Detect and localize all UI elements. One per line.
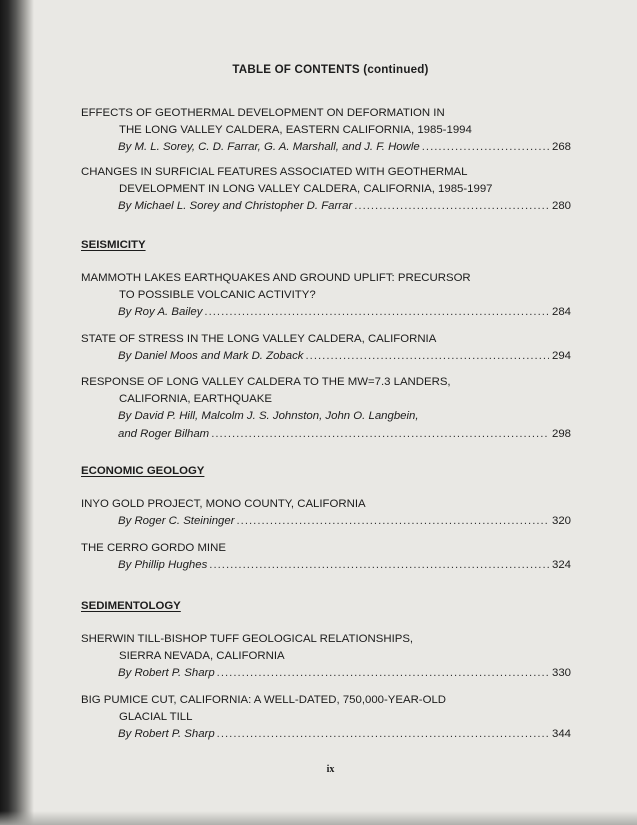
entry-byline — [81, 198, 571, 215]
page-edge-shadow — [0, 811, 637, 825]
entry-title-line: THE LONG VALLEY CALDERA, EASTERN CALIFORNIA, 1985-1994 — [119, 124, 472, 137]
entry-authors: By Roger C. Steininger — [118, 515, 235, 528]
entry-title-line: STATE OF STRESS IN THE LONG VALLEY CALDERA, CALIFORNIA — [81, 333, 437, 345]
dot-leader — [306, 348, 549, 365]
entry-title-line: SHERWIN TILL-BISHOP TUFF GEOLOGICAL RELATIONSHIPS, — [81, 633, 414, 645]
entry-page-number: 344 — [551, 728, 571, 741]
entry-byline — [81, 348, 571, 365]
entry-page-number: 294 — [551, 350, 571, 363]
entry-title-line: SIERRA NEVADA, CALIFORNIA — [119, 650, 285, 663]
entry-byline — [81, 513, 571, 530]
dot-leader — [237, 513, 549, 530]
entry-authors: By Roy A. Bailey — [118, 306, 203, 319]
toc-entry-cerro-gordo[interactable] — [81, 540, 571, 574]
toc-entry-surficial-features[interactable] — [81, 164, 571, 216]
entry-page-number: 298 — [551, 427, 571, 440]
entry-authors: By Michael L. Sorey and Christopher D. Farrar — [118, 200, 353, 213]
toc-entry-sherwin-till[interactable] — [81, 631, 571, 683]
entry-title-line: RESPONSE OF LONG VALLEY CALDERA TO THE MW=7.3 LANDERS, — [81, 376, 451, 388]
toc-entry-inyo-gold[interactable] — [81, 496, 571, 530]
dot-leader — [217, 665, 549, 682]
entry-page-number: 280 — [551, 200, 571, 213]
entry-title-line: THE CERRO GORDO MINE — [81, 542, 226, 554]
entry-page-number: 324 — [551, 559, 571, 572]
section-heading-economic-geology: ECONOMIC GEOLOGY — [81, 465, 205, 477]
entry-title-line: CHANGES IN SURFICIAL FEATURES ASSOCIATED WITH GEOTHERMAL — [81, 166, 468, 178]
entry-authors: By David P. Hill, Malcolm J. S. Johnston, John O. Langbein, — [118, 410, 419, 423]
dot-leader — [422, 139, 549, 156]
entry-title-line: INYO GOLD PROJECT, MONO COUNTY, CALIFORNIA — [81, 498, 366, 510]
entry-authors: By Robert P. Sharp — [118, 728, 215, 741]
toc-entry-state-of-stress[interactable] — [81, 331, 571, 365]
entry-byline — [81, 139, 571, 156]
dot-leader — [204, 304, 549, 321]
section-heading-sedimentology: SEDIMENTOLOGY — [81, 600, 181, 612]
entry-page-number: 284 — [551, 306, 571, 319]
page-title: TABLE OF CONTENTS (continued) — [232, 63, 429, 76]
toc-entry-big-pumice-cut[interactable] — [81, 692, 571, 744]
entry-byline — [81, 304, 571, 321]
entry-title-line: DEVELOPMENT IN LONG VALLEY CALDERA, CALIFORNIA, 1985-1997 — [119, 183, 493, 196]
toc-entry-geothermal-deformation[interactable] — [81, 105, 571, 157]
entry-title-line: EFFECTS OF GEOTHERMAL DEVELOPMENT ON DEFORMATION IN — [81, 107, 445, 119]
page-folio: ix — [326, 764, 335, 775]
entry-authors: By M. L. Sorey, C. D. Farrar, G. A. Marshall, and J. F. Howle — [118, 141, 420, 154]
entry-title-line: TO POSSIBLE VOLCANIC ACTIVITY? — [119, 289, 316, 302]
entry-page-number: 330 — [551, 667, 571, 680]
section-heading-seismicity: SEISMICITY — [81, 239, 146, 251]
entry-page-number: 268 — [551, 141, 571, 154]
dot-leader — [211, 426, 549, 443]
toc-entry-mammoth-lakes[interactable] — [81, 270, 571, 322]
entry-title-line: BIG PUMICE CUT, CALIFORNIA: A WELL-DATED, 750,000-YEAR-OLD — [81, 694, 447, 706]
entry-byline — [81, 665, 571, 682]
entry-page-number: 320 — [551, 515, 571, 528]
dot-leader — [354, 198, 549, 215]
entry-authors: By Phillip Hughes — [118, 559, 208, 572]
binding-shadow — [0, 0, 34, 825]
entry-title-line: MAMMOTH LAKES EARTHQUAKES AND GROUND UPLIFT: PRECURSOR — [81, 272, 471, 284]
entry-title-line: GLACIAL TILL — [119, 711, 193, 724]
entry-authors: By Daniel Moos and Mark D. Zoback — [118, 350, 304, 363]
dot-leader — [217, 726, 549, 743]
entry-byline — [81, 426, 571, 443]
entry-byline — [81, 557, 571, 574]
entry-authors: By Robert P. Sharp — [118, 667, 215, 680]
entry-title-line: CALIFORNIA, EARTHQUAKE — [119, 393, 272, 406]
dot-leader — [209, 557, 549, 574]
entry-authors: and Roger Bilham — [118, 427, 210, 440]
entry-byline — [81, 726, 571, 743]
toc-entry-landers-response[interactable] — [81, 374, 571, 443]
